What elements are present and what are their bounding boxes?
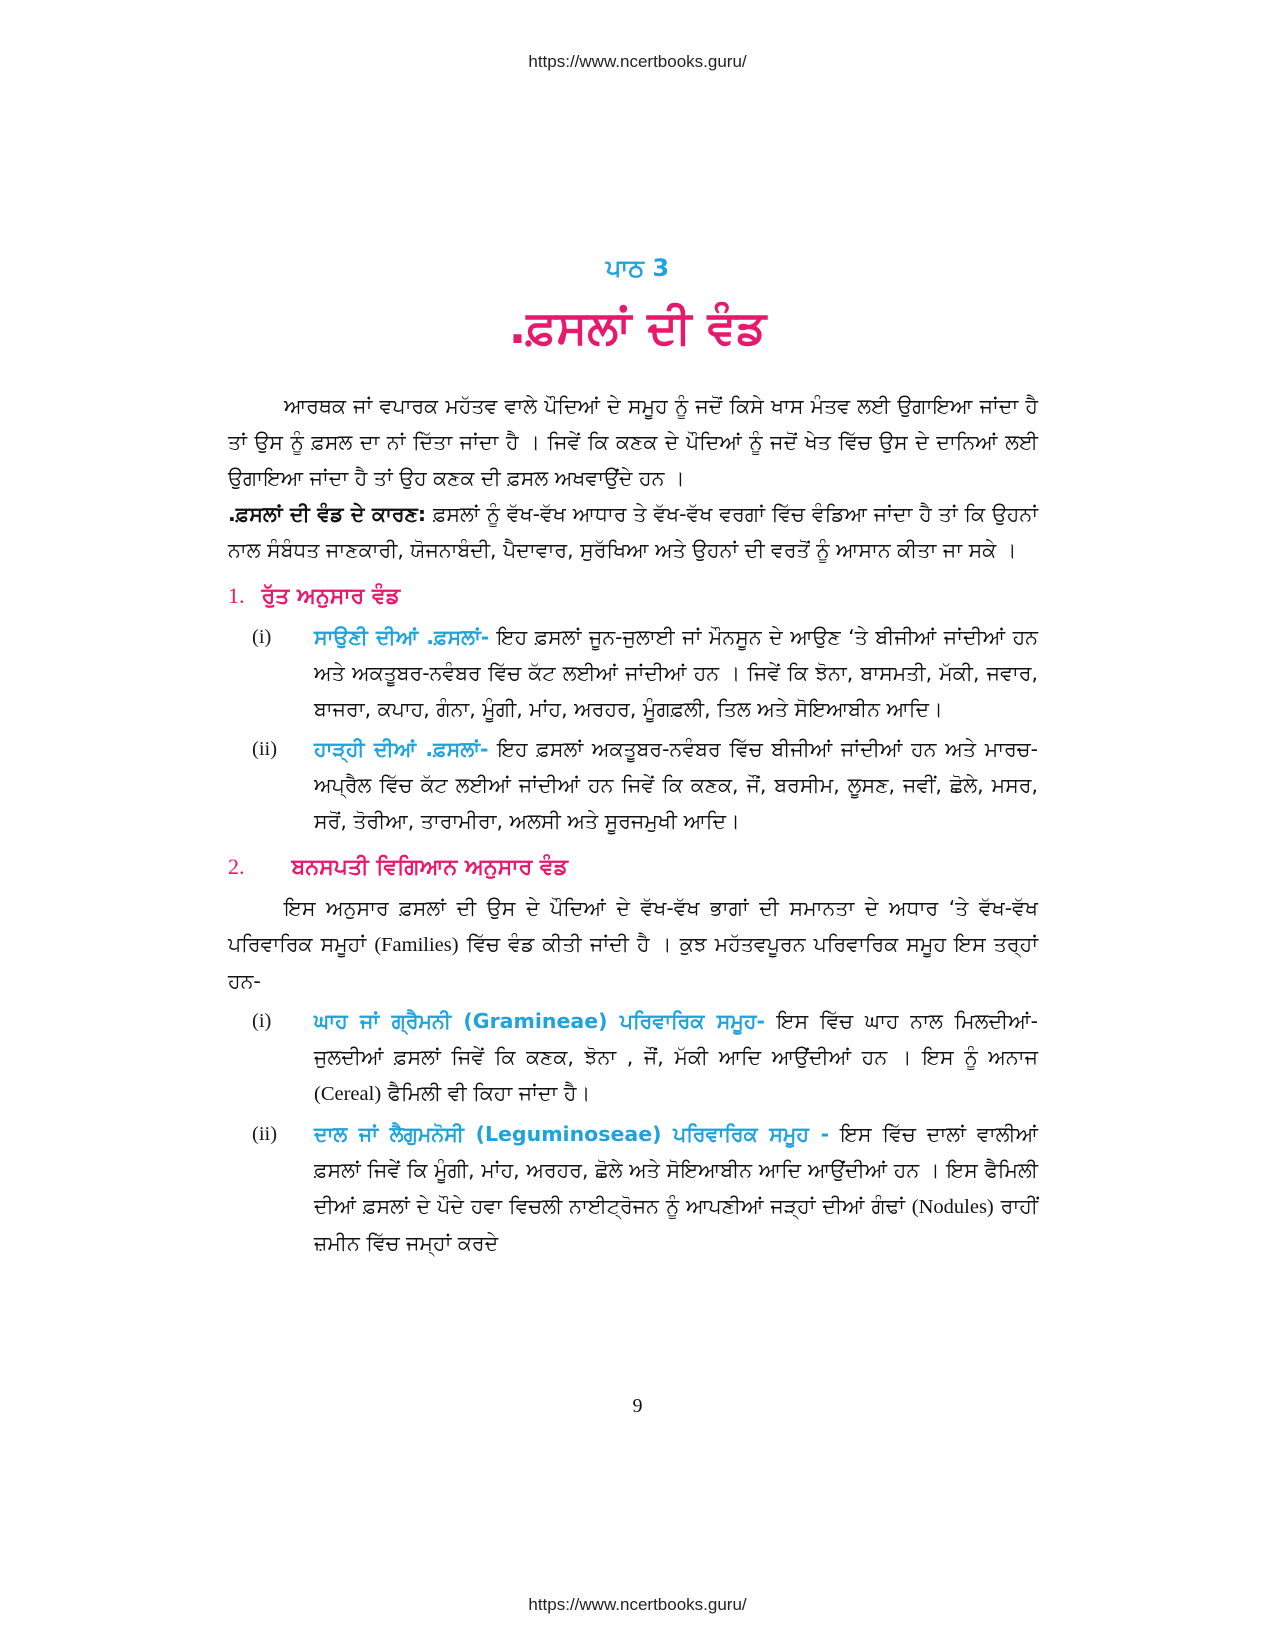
item-text: ਇਸ ਵਿੱਚ ਦਾਲਾਂ ਵਾਲੀਆਂ ਫ਼ਸਲਾਂ ਜਿਵੇਂ ਕਿ ਮੂੰਗੀ, ਮਾਂਹ, ਅਰਹਰ, ਛੋਲੇ ਅਤੇ ਸੋਇਆਬੀਨ ਆਦਿ ਆਉਂਦੀਆਂ ਹਨ । ਇਸ ਫੈਮਿਲੀ ਦੀਆਂ ਫ਼ਸਲਾਂ ਦੇ ਪੌਦੇ ਹਵਾ ਵਿਚਲੀ ਨਾਈਟ੍ਰੋਜਨ ਨੂੰ ਆਪਣੀਆਂ ਜੜ੍ਹਾਂ ਦੀਆਂ ਗੰਢਾਂ <box>314 1122 1038 1218</box>
reasons-text: ਫ਼ਸਲਾਂ ਨੂੰ ਵੱਖ-ਵੱਖ ਆਧਾਰ ਤੇ ਵੱਖ-ਵੱਖ ਵਰਗਾਂ ਵਿੱਚ ਵੰਡਿਆ ਜਾਂਦਾ ਹੈ ਤਾਂ ਕਿ ਉਹਨਾਂ ਨਾਲ ਸੰਬੰਧਤ ਜਾਣਕਾਰੀ, ਯੋਜਨਾਬੰਦੀ, ਪੈਦਾਵਾਰ, ਸੁਰੱਖਿਆ ਅਤੇ ਉਹਨਾਂ ਦੀ ਵਰਤੋਂ ਨੂੰ ਆਸਾਨ ਕੀਤਾ ਜਾ ਸਕੇ । <box>228 502 1038 562</box>
section2-title: ਬਨਸਪਤੀ ਵਿਗਿਆਨ ਅਨੁਸਾਰ ਵੰਡ <box>291 855 568 880</box>
page-title: .ਫ਼ਸਲਾਂ ਦੀ ਵੰਡ <box>508 300 767 354</box>
list-item <box>228 1003 1038 1112</box>
section2-heading <box>228 849 1038 886</box>
section2-intro <box>228 890 1038 999</box>
intro-paragraph: ਆਰਥਕ ਜਾਂ ਵਪਾਰਕ ਮਹੱਤਵ ਵਾਲੇ ਪੌਦਿਆਂ ਦੇ ਸਮੂਹ ਨੂੰ ਜਦੋਂ ਕਿਸੇ ਖਾਸ ਮੰਤਵ ਲਈ ਉਗਾਇਆ ਜਾਂਦਾ ਹੈ ਤਾਂ ਉਸ ਨੂੰ ਫ਼ਸਲ ਦਾ ਨਾਂ ਦਿੱਤਾ ਜਾਂਦਾ ਹੈ । ਜਿਵੇਂ ਕਿ ਕਣਕ ਦੇ ਪੌਦਿਆਂ ਨੂੰ ਜਦੋਂ ਖੇਤ ਵਿੱਚ ਉਸ ਦੇ ਦਾਨਿਆਂ ਲਈ ਉਗਾਇਆ ਜਾਂਦਾ ਹੈ ਤਾਂ ਉਹ ਕਣਕ ਦੀ ਫ਼ਸਲ ਅਖਵਾਉਂਦੇ ਹਨ । <box>228 394 1038 490</box>
item-marker: (i) <box>252 626 272 648</box>
page-number: 9 <box>632 1395 643 1417</box>
item-body <box>314 1116 1038 1261</box>
item-body <box>314 1003 1038 1112</box>
section1-heading <box>228 578 1038 615</box>
reasons-label: .ਫ਼ਸਲਾਂ ਦੀ ਵੰਡ ਦੇ ਕਾਰਣ: <box>228 502 427 526</box>
item-heading: ਸਾਉਣੀ ਦੀਆਂ .ਫ਼ਸਲਾਂ- <box>314 625 490 649</box>
lesson-label: ਪਾਠ 3 <box>605 254 670 282</box>
reasons-paragraph <box>228 496 1038 568</box>
item-heading: ਦਾਲ ਜਾਂ ਲੈਗੁਮਨੋਸੀ (Leguminoseae) ਪਰਿਵਾਰਿਕ ਸਮੂਹ - <box>314 1122 830 1146</box>
item-heading: ਹਾੜ੍ਹੀ ਦੀਆਂ .ਫ਼ਸਲਾਂ- <box>314 737 489 761</box>
item-latin: (Cereal) <box>314 1083 382 1105</box>
item-text: ਫੈਮਿਲੀ ਵੀ ਕਿਹਾ ਜਾਂਦਾ ਹੈ। <box>381 1081 591 1105</box>
section1-title: ਰੁੱਤ ਅਨੁਸਾਰ ਵੰਡ <box>261 584 401 609</box>
footer-url[interactable]: https://www.ncertbooks.guru/ <box>528 1595 747 1614</box>
item-text: ਰਾਹੀਂ ਜ਼ਮੀਨ ਵਿੱਚ ਜਮ੍ਹਾਂ ਕਰਦੇ <box>314 1194 1038 1255</box>
item-marker: (ii) <box>252 738 278 760</box>
section2-intro-b: ਵਿੱਚ ਵੰਡ ਕੀਤੀ ਜਾਂਦੀ ਹੈ । ਕੁਝ ਮਹੱਤਵਪੂਰਨ ਪਰਿਵਾਰਿਕ ਸਮੂਹ ਇਸ ਤਰ੍ਹਾਂ ਹਨ- <box>228 932 1038 993</box>
item-body <box>314 619 1038 727</box>
list-item <box>228 731 1038 839</box>
header-url[interactable]: https://www.ncertbooks.guru/ <box>528 52 747 71</box>
page-content <box>228 388 1038 1261</box>
list-item <box>228 1116 1038 1261</box>
item-text: ਇਹ ਫ਼ਸਲਾਂ ਜੂਨ-ਜੁਲਾਈ ਜਾਂ ਮੌਨਸੂਨ ਦੇ ਆਉਣ ‘ਤੇ ਬੀਜੀਆਂ ਜਾਂਦੀਆਂ ਹਨ ਅਤੇ ਅਕਤੂਬਰ-ਨਵੰਬਰ ਵਿੱਚ ਕੱਟ ਲਈਆਂ ਜਾਂਦੀਆਂ ਹਨ । ਜਿਵੇਂ ਕਿ ਝੋਨਾ, ਬਾਸਮਤੀ, ਮੱਕੀ, ਜਵਾਰ, ਬਾਜਰਾ, ਕਪਾਹ, ਗੰਨਾ, ਮੂੰਗੀ, ਮਾਂਹ, ਅਰਹਰ, ਮੂੰਗਫ਼ਲੀ, ਤਿਲ ਅਤੇ ਸੋਇਆਬੀਨ ਆਦਿ। <box>314 625 1038 721</box>
section1-number: 1. <box>228 583 245 608</box>
item-body <box>314 731 1038 839</box>
item-text: ਇਹ ਫ਼ਸਲਾਂ ਅਕਤੂਬਰ-ਨਵੰਬਰ ਵਿੱਚ ਬੀਜੀਆਂ ਜਾਂਦੀਆਂ ਹਨ ਅਤੇ ਮਾਰਚ-ਅਪ੍ਰੈਲ ਵਿੱਚ ਕੱਟ ਲਈਆਂ ਜਾਂਦੀਆਂ ਹਨ ਜਿਵੇਂ ਕਿ ਕਣਕ, ਜੌਂ, ਬਰਸੀਮ, ਲੂਸਣ, ਜਵੀਂ, ਛੋਲੇ, ਮਸਰ, ਸਰੋਂ, ਤੋਰੀਆ, ਤਾਰਾਮੀਰਾ, ਅਲਸੀ ਅਤੇ ਸੂਰਜਮੁਖੀ ਆਦਿ। <box>314 737 1039 833</box>
section2-intro-a: ਇਸ ਅਨੁਸਾਰ ਫ਼ਸਲਾਂ ਦੀ ਉਸ ਦੇ ਪੌਦਿਆਂ ਦੇ ਵੱਖ-ਵੱਖ ਭਾਗਾਂ ਦੀ ਸਮਾਨਤਾ ਦੇ ਅਧਾਰ ‘ਤੇ ਵੱਖ-ਵੱਖ ਪਰਿਵਾਰਿਕ ਸਮੂਹਾਂ <box>228 896 1038 956</box>
item-text: ਇਸ ਵਿੱਚ ਘਾਹ ਨਾਲ ਮਿਲਦੀਆਂ-ਜੁਲਦੀਆਂ ਫ਼ਸਲਾਂ ਜਿਵੇਂ ਕਿ ਕਣਕ, ਝੋਨਾ , ਜੌਂ, ਮੱਕੀ ਆਦਿ ਆਉਂਦੀਆਂ ਹਨ । ਇਸ ਨੂੰ ਅਨਾਜ <box>314 1009 1038 1069</box>
item-marker: (ii) <box>252 1123 278 1145</box>
item-heading: ਘਾਹ ਜਾਂ ਗ੍ਰੈਮਨੀ (Gramineae) ਪਰਿਵਾਰਿਕ ਸਮੂਹ- <box>314 1009 765 1033</box>
section2-number: 2. <box>228 854 245 879</box>
item-marker: (i) <box>252 1010 272 1032</box>
item-latin: (Nodules) <box>911 1196 994 1218</box>
list-item <box>228 619 1038 727</box>
section2-intro-latin: (Families) <box>374 934 459 956</box>
